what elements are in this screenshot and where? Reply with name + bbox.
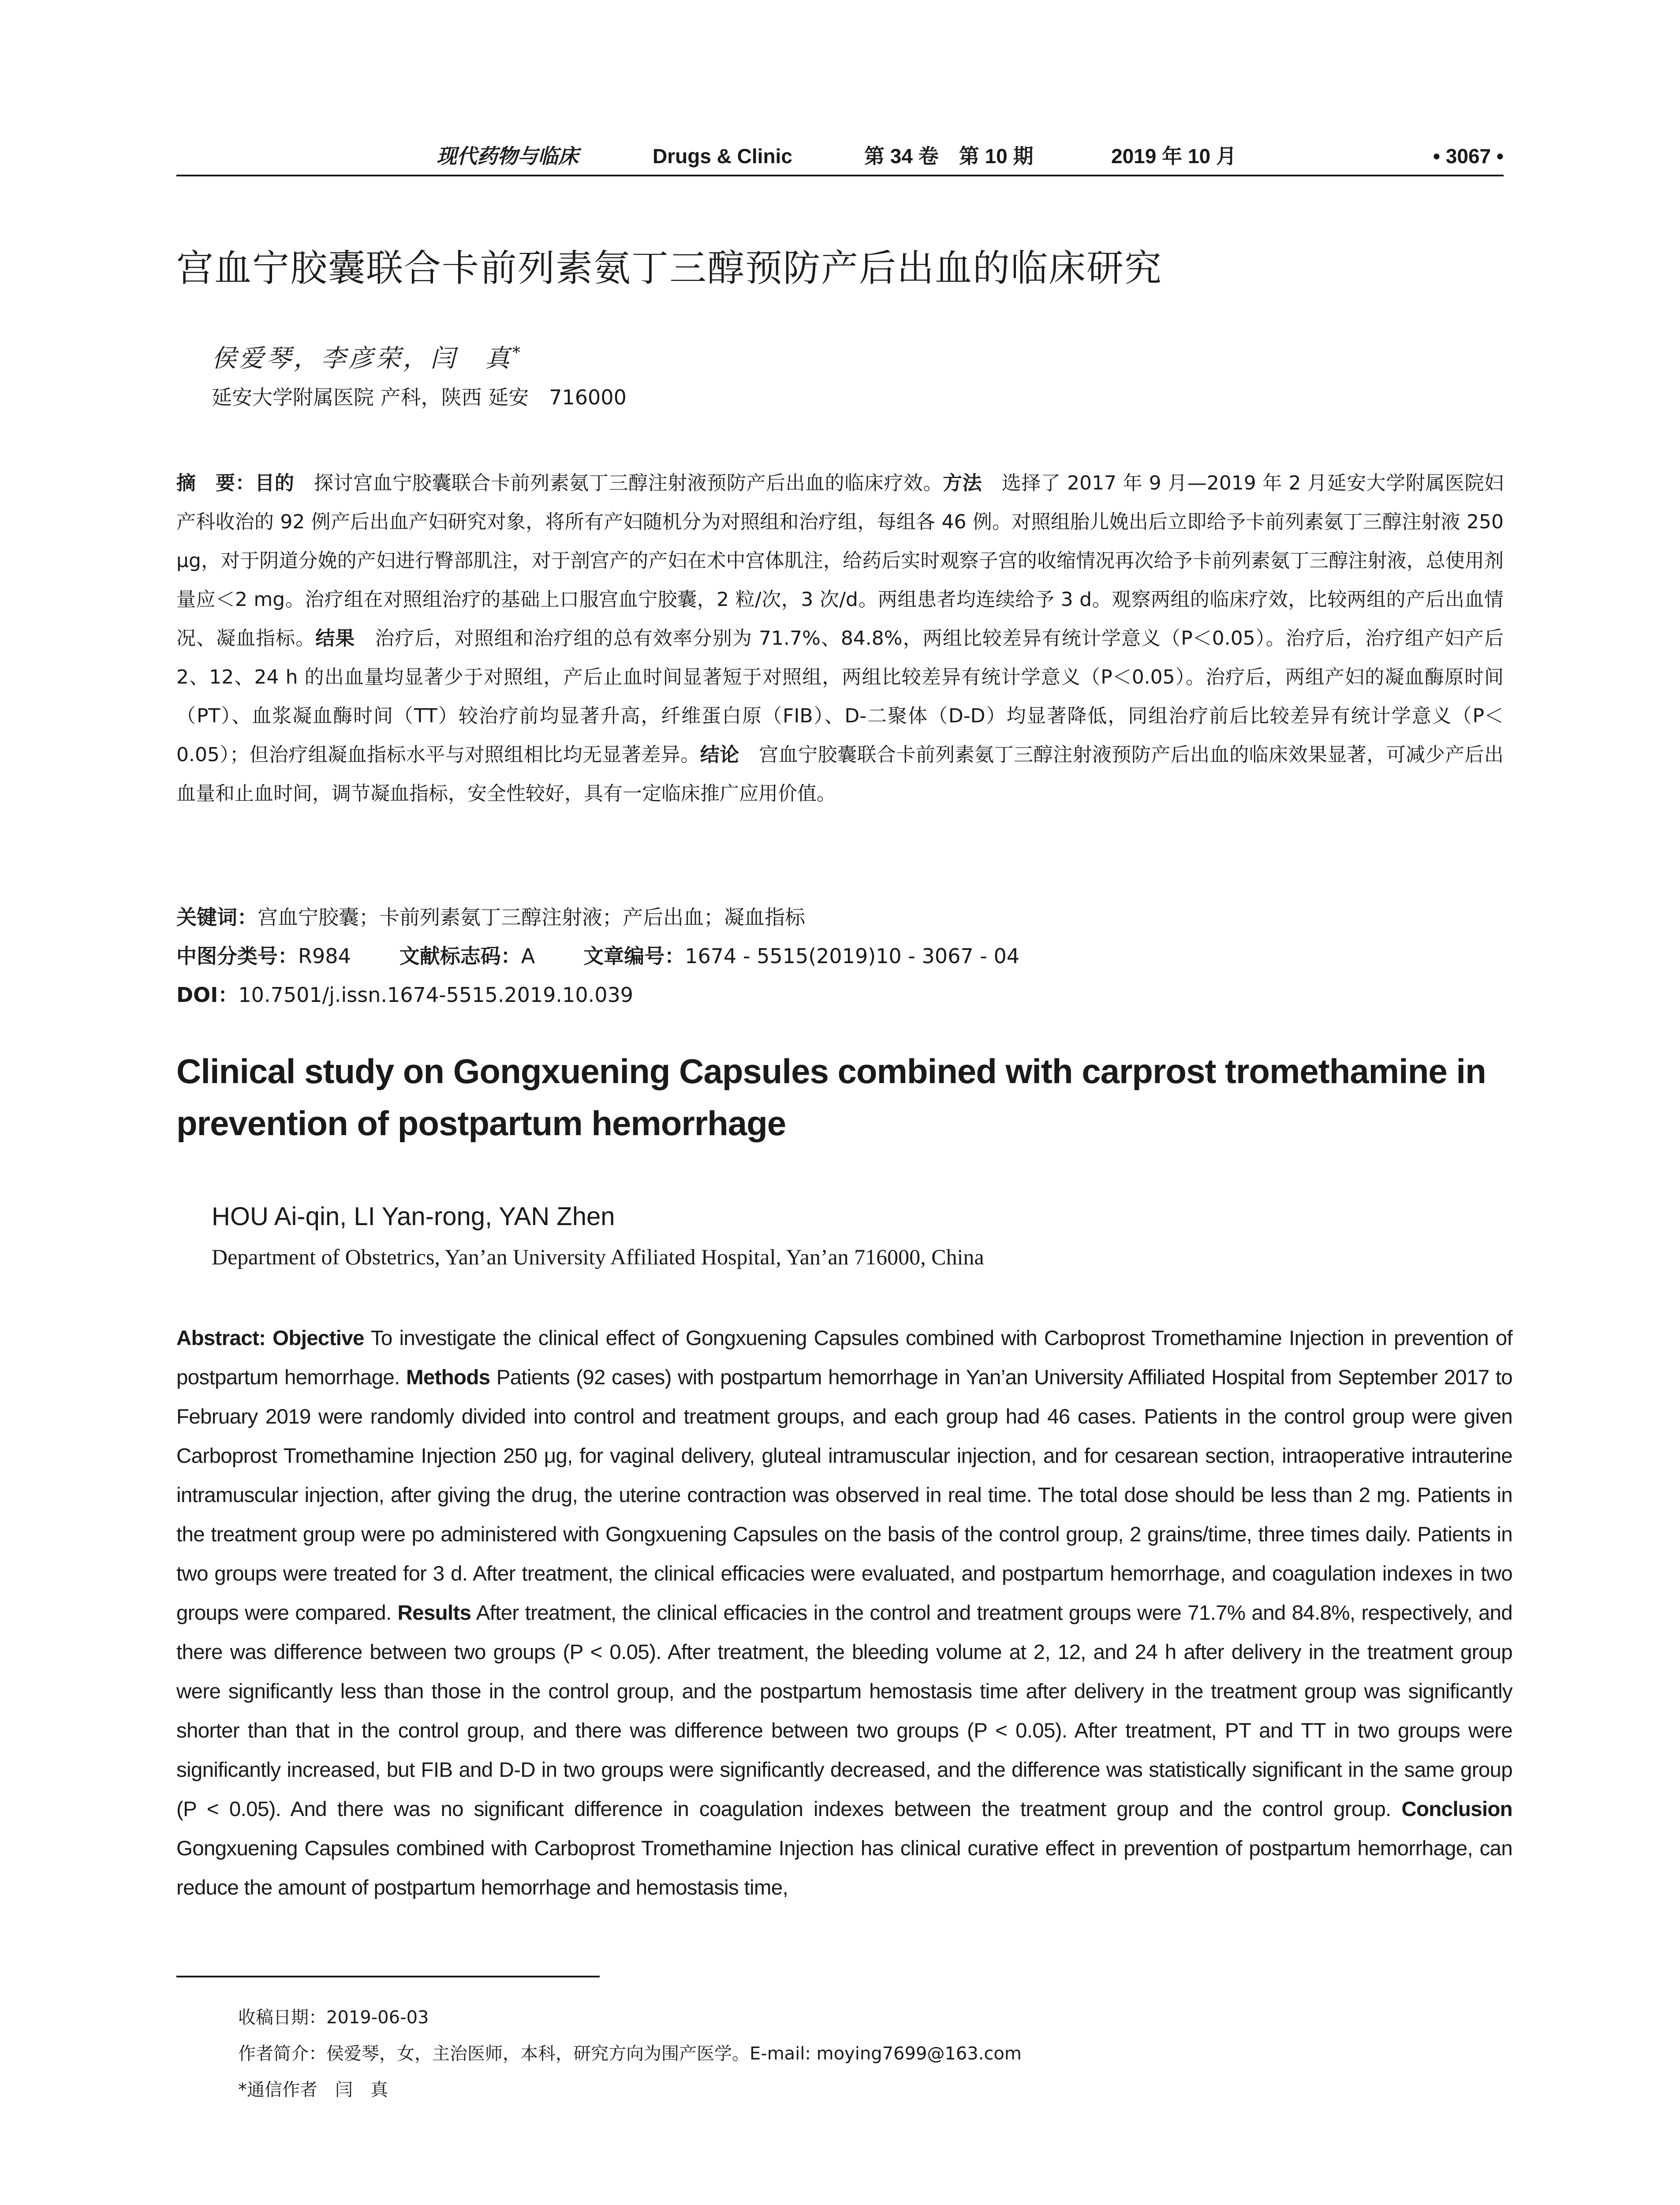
corresponding-mark: *	[512, 344, 523, 362]
affiliation-en: Department of Obstetrics, Yan’an University Affiliated Hospital, Yan’an 716000, China	[212, 1245, 984, 1269]
authors-cn	[212, 333, 523, 379]
journal-name-cn: 现代药物与临床	[437, 144, 579, 168]
authors-cn-names: 侯爱琴，李彦荣，闫 真	[212, 344, 512, 373]
conclusion-cn-text: 宫血宁胶囊联合卡前列素氨丁三醇注射液预防产后出血的临床效果显著，可减少产后出血量和止血时间，调节凝血指标，安全性较好，具有一定临床推广应用价值。	[176, 744, 1504, 805]
bio-label: 作者简介：	[238, 2044, 326, 2064]
clc-value: R984	[298, 944, 351, 968]
title-en: Clinical study on Gongxuening Capsules combined with carprost tromethamine in prevention of postpartum hemorrhage	[176, 1052, 1486, 1143]
doi-label: DOI：	[176, 983, 239, 1007]
bio-text: 侯爱琴，女，主治医师，本科，研究方向为围产医学。E-mail: moying7699@163.com	[326, 2044, 1022, 2064]
affiliation-cn: 延安大学附属医院 产科，陕西 延安 716000	[212, 385, 627, 409]
doc-code-value: A	[521, 944, 535, 968]
keywords-cn-label: 关键词：	[176, 905, 258, 929]
doc-code-label: 文献标志码：	[399, 944, 521, 968]
conclusion-en-text: Gongxuening Capsules combined with Carboprost Tromethamine Injection has clinical curative effect in prevention of postpartum hemorrhage, can reduce the amount of postpartum hemorrhage and hemostasis time,	[176, 1837, 1512, 1899]
results-en-text: After treatment, the clinical efficacies in the control and treatment groups were 71.7% and 84.8%, respectively, and there was difference between two groups (P < 0.05). After treatment, the bleeding volume at 2, 12, and 24 h after delivery in the treatment group were significantly less than those in the control group, and the postpartum hemostasis time after delivery in the treatment group was significantly shorter than that in the control group, and there was difference between two groups (P < 0.05). After treatment, PT and TT in two groups were significantly increased, but FIB and D-D in two groups were significantly decreased, and the difference was statistically significant in the same group (P < 0.05). And there was no significant difference in coagulation indexes between the treatment group and the control group.	[176, 1601, 1512, 1821]
methods-en-text: Patients (92 cases) with postpartum hemorrhage in Yan’an University Affiliated Hospital from September 2017 to February 2019 were randomly divided into control and treatment groups, and each group had 46 cases. Patients in the control group were given Carboprost Tromethamine Injection 250 μg, for vaginal delivery, gluteal intramuscular injection, and for cesarean section, intraoperative intrauterine intramuscular injection, after giving the drug, the uterine contraction was observed in real time. The total dose should be less than 2 mg. Patients in the treatment group were po administered with Gongxuening Capsules on the basis of the control group, 2 grains/time, three times daily. Patients in two groups were treated for 3 d. After treatment, the clinical efficacies were evaluated, and postpartum hemorrhage, and coagulation indexes in two groups were compared.	[176, 1366, 1512, 1625]
volume-issue: 第 34 卷 第 10 期	[864, 145, 1034, 168]
journal-name-en: Drugs & Clinic	[653, 145, 792, 168]
footnote-corresponding	[238, 2074, 388, 2105]
objective-en-text: To investigate the clinical effect of Gongxuening Capsules combined with Carboprost Tromethamine Injection in prevention of postpartum hemorrhage.	[176, 1327, 1512, 1389]
doi-line	[176, 977, 1504, 1013]
corr-name: 闫 真	[335, 2080, 388, 2100]
objective-cn-label: 目的	[255, 472, 295, 494]
received-label: 收稿日期：	[238, 2007, 326, 2028]
abstract-en-label: Abstract:	[176, 1327, 273, 1350]
keywords-cn-text: 宫血宁胶囊；卡前列素氨丁三醇注射液；产后出血；凝血指标	[258, 905, 805, 929]
keywords-cn	[176, 900, 1504, 935]
footnote-received	[238, 2002, 429, 2033]
footnote-author-bio	[238, 2038, 1022, 2069]
conclusion-en-label: Conclusion	[1401, 1798, 1512, 1821]
results-cn-text: 治疗后，对照组和治疗组的总有效率分别为 71.7%、84.8%，两组比较差异有统计学意义（P＜0.05）。治疗后，治疗组产妇产后 2、12、24 h 的出血量均显著少于对照组，产后止血时间显著短于对照组，两组比较差异有统计学意义（P＜0.05）。治疗后，两组产妇的凝血酶原时间（PT）、血浆凝血酶时间（TT）较治疗前均显著升高，纤维蛋白原（FIB）、D-二聚体（D-D）均显著降低，同组治疗前后比较差异有统计学意义（P＜0.05）；但治疗组凝血指标水平与对照组相比均无显著差异。	[176, 627, 1504, 766]
header-rule	[176, 175, 1504, 176]
page-number: • 3067 •	[1433, 145, 1504, 168]
received-date: 2019-06-03	[326, 2007, 429, 2028]
methods-en-label: Methods	[406, 1366, 490, 1389]
footnote-rule	[176, 1976, 600, 1977]
classification-line	[176, 938, 1504, 974]
methods-cn-label: 方法	[943, 472, 982, 494]
abstract-cn-label: 摘 要：	[176, 472, 255, 494]
conclusion-cn-label: 结论	[700, 744, 739, 766]
corr-label: *通信作者	[238, 2080, 317, 2100]
results-en-label: Results	[397, 1601, 471, 1625]
methods-cn-text: 选择了 2017 年 9 月—2019 年 2 月延安大学附属医院妇产科收治的 92 例产后出血产妇研究对象，将所有产妇随机分为对照组和治疗组，每组各 46 例。对照组胎儿娩出后立即给予卡前列素氨丁三醇注射液 250 μg，对于阴道分娩的产妇进行臀部肌注，对于剖宫产的产妇在术中宫体肌注，给药后实时观察子宫的收缩情况再次给予卡前列素氨丁三醇注射液，总使用剂量应＜2 mg。治疗组在对照组治疗的基础上口服宫血宁胶囊，2 粒/次，3 次/d。两组患者均连续给予 3 d。观察两组的临床疗效，比较两组的产后出血情况、凝血指标。	[176, 472, 1504, 650]
doi-link[interactable]: 10.7501/j.issn.1674-5515.2019.10.039	[238, 983, 634, 1007]
article-no-label: 文章编号：	[583, 944, 685, 968]
abstract-en	[176, 1319, 1512, 1907]
title-cn: 宫血宁胶囊联合卡前列素氨丁三醇预防产后出血的临床研究	[176, 247, 1163, 290]
issue-date: 2019 年 10 月	[1111, 145, 1236, 168]
abstract-cn	[176, 464, 1504, 813]
running-header	[176, 140, 1504, 172]
authors-en: HOU Ai-qin, LI Yan-rong, YAN Zhen	[212, 1202, 615, 1231]
results-cn-label: 结果	[315, 627, 355, 650]
objective-en-label: Objective	[273, 1327, 364, 1350]
article-no-value: 1674 - 5515(2019)10 - 3067 - 04	[685, 944, 1019, 968]
clc-label: 中图分类号：	[176, 944, 298, 968]
objective-cn-text: 探讨宫血宁胶囊联合卡前列素氨丁三醇注射液预防产后出血的临床疗效。	[294, 472, 943, 494]
